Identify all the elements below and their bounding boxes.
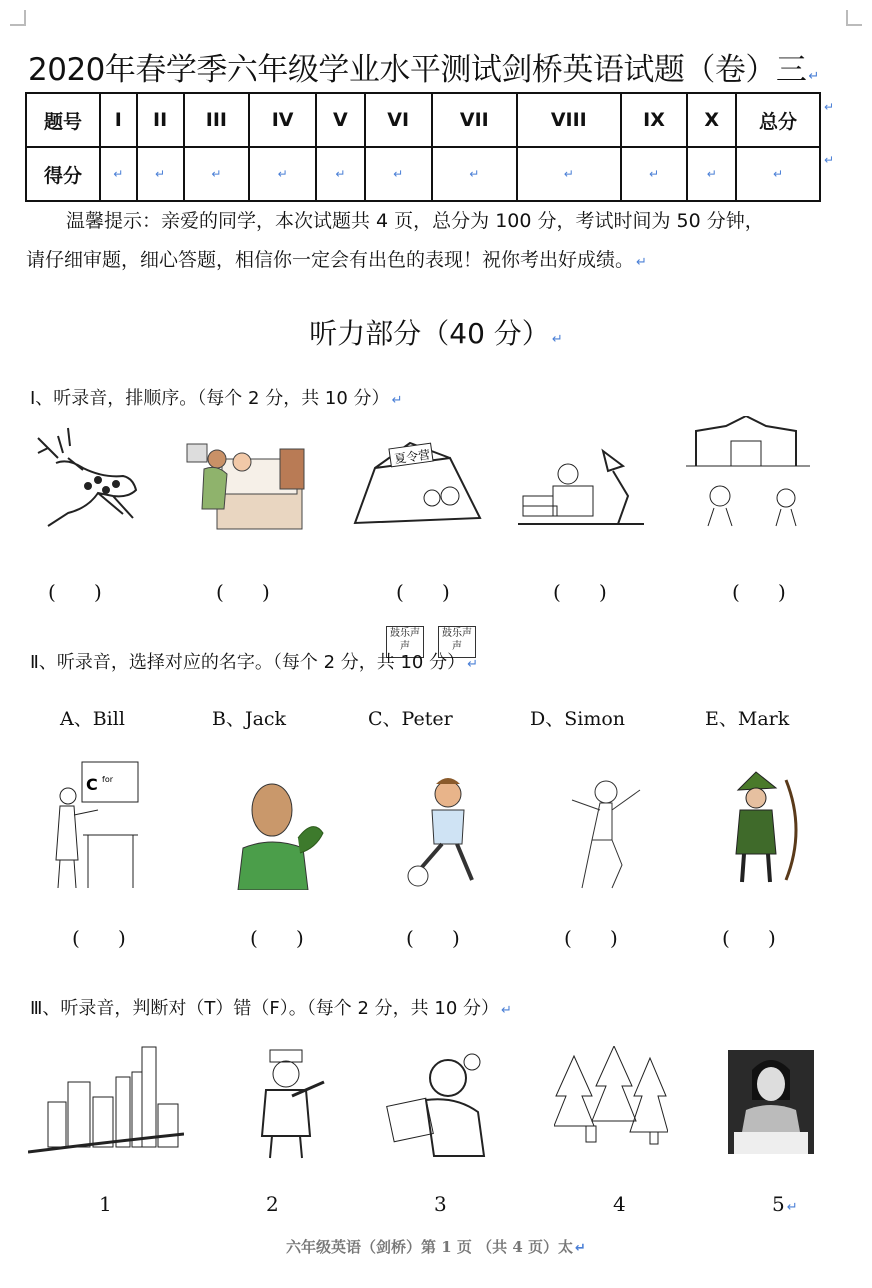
table-column-cell: VI bbox=[365, 93, 432, 147]
score-input-cell[interactable]: ↵ bbox=[316, 147, 365, 201]
paragraph-mark-icon: ↵ bbox=[824, 100, 835, 114]
answer-paren[interactable]: ( ) bbox=[722, 926, 776, 950]
option-name: E、Mark bbox=[705, 708, 790, 730]
deer-picture bbox=[28, 418, 143, 530]
school-gate-picture bbox=[686, 416, 810, 528]
board-for-text: for bbox=[102, 775, 113, 784]
page-corner-mark-right bbox=[846, 10, 862, 26]
table-column-cell: V bbox=[316, 93, 365, 147]
spiderman-picture bbox=[562, 770, 648, 894]
robin-hood-picture bbox=[716, 770, 798, 888]
table-column-cell: VIII bbox=[517, 93, 621, 147]
paragraph-mark-icon: ↵ bbox=[501, 1003, 512, 1018]
bedroom-picture bbox=[182, 434, 306, 530]
page-corner-mark-left bbox=[10, 10, 26, 26]
answer-paren[interactable]: ( ) bbox=[553, 580, 607, 604]
score-table-row-question bbox=[26, 93, 820, 147]
grandma-reading-picture bbox=[386, 1052, 494, 1160]
listening-section-title: 听力部分（40 分） ↵ bbox=[309, 317, 563, 350]
option-name: A、Bill bbox=[60, 708, 125, 730]
paragraph-mark-icon: ↵ bbox=[551, 332, 563, 347]
answer-paren[interactable]: ( ) bbox=[564, 926, 618, 950]
score-input-cell[interactable]: ↵ bbox=[137, 147, 184, 201]
paragraph-mark-icon: ↵ bbox=[808, 69, 819, 84]
table-column-cell: 总分 bbox=[736, 93, 820, 147]
reading-boy-picture bbox=[518, 446, 644, 530]
table-header-cell: 得分 bbox=[26, 147, 100, 201]
score-input-cell[interactable]: ↵ bbox=[736, 147, 820, 201]
score-input-cell[interactable]: ↵ bbox=[184, 147, 250, 201]
table-header-cell: 题号 bbox=[26, 93, 100, 147]
city-skyline-picture bbox=[28, 1042, 184, 1160]
option-name: D、Simon bbox=[530, 708, 626, 730]
woman-writing-picture bbox=[728, 1050, 814, 1154]
board-letter: C bbox=[86, 775, 98, 794]
score-input-cell[interactable]: ↵ bbox=[365, 147, 432, 201]
answer-paren[interactable]: ( ) bbox=[72, 926, 126, 950]
football-boy-picture bbox=[402, 772, 494, 890]
option-name: C、Peter bbox=[368, 708, 453, 730]
summer-camp-tent-picture bbox=[350, 438, 490, 530]
exam-title: 2020年春学季六年级学业水平测试剑桥英语试题（卷）三 ↵ bbox=[28, 52, 819, 88]
option-name: B、Jack bbox=[212, 708, 287, 730]
paragraph-mark-icon: ↵ bbox=[824, 153, 835, 167]
table-column-cell: VII bbox=[432, 93, 517, 147]
old-man-picture bbox=[228, 778, 328, 890]
picture-number: 1 bbox=[99, 1192, 112, 1216]
nurse-picture bbox=[242, 1046, 332, 1160]
paragraph-mark-icon: ↵ bbox=[467, 657, 479, 672]
picture-number: 2 bbox=[266, 1192, 279, 1216]
picture-number: 5 ↵ bbox=[772, 1192, 798, 1216]
tip-line-1: 温馨提示：亲爱的同学，本次试题共 4 页，总分为 100 分，考试时间为 50 分钟， bbox=[66, 210, 764, 232]
table-column-cell: I bbox=[100, 93, 137, 147]
paragraph-mark-icon: ↵ bbox=[391, 393, 403, 408]
teacher-picture bbox=[28, 760, 150, 892]
score-table-row-score bbox=[26, 147, 820, 201]
score-input-cell[interactable]: ↵ bbox=[432, 147, 517, 201]
section-1-heading: Ⅰ、听录音，排顺序。（每个 2 分，共 10 分） ↵ bbox=[30, 388, 403, 409]
score-input-cell[interactable]: ↵ bbox=[621, 147, 688, 201]
table-column-cell: III bbox=[184, 93, 250, 147]
score-input-cell[interactable]: ↵ bbox=[517, 147, 621, 201]
section-3-heading: Ⅲ、听录音，判断对（T）错（F）。（每个 2 分，共 10 分） ↵ bbox=[30, 998, 512, 1019]
score-input-cell[interactable]: ↵ bbox=[687, 147, 736, 201]
tip-line-2: 请仔细审题，细心答题，相信你一定会有出色的表现！祝你考出好成绩。 ↵ bbox=[26, 249, 647, 271]
answer-paren[interactable]: ( ) bbox=[396, 580, 450, 604]
score-input-cell[interactable]: ↵ bbox=[100, 147, 137, 201]
answer-paren[interactable]: ( ) bbox=[406, 926, 460, 950]
table-column-cell: IX bbox=[621, 93, 688, 147]
forest-picture bbox=[554, 1046, 668, 1146]
drum-stamp-image: 鼓乐声声 bbox=[438, 626, 476, 658]
paragraph-mark-icon: ↵ bbox=[636, 255, 647, 270]
table-column-cell: IV bbox=[249, 93, 316, 147]
tent-sign-text: 夏令营 bbox=[393, 447, 432, 467]
paragraph-mark-icon: ↵ bbox=[575, 1241, 586, 1256]
score-table bbox=[25, 92, 821, 202]
answer-paren[interactable]: ( ) bbox=[250, 926, 304, 950]
answer-paren[interactable]: ( ) bbox=[48, 580, 102, 604]
table-column-cell: X bbox=[687, 93, 736, 147]
picture-number: 3 bbox=[434, 1192, 447, 1216]
answer-paren[interactable]: ( ) bbox=[216, 580, 270, 604]
drum-stamp-image: 鼓乐声声 bbox=[386, 626, 424, 658]
table-column-cell: II bbox=[137, 93, 184, 147]
section-2-heading: Ⅱ、听录音，选择对应的名字。（每个 2 分，共 10 分） ↵ bbox=[30, 652, 479, 673]
paragraph-mark-icon: ↵ bbox=[786, 1200, 798, 1215]
page-footer: 六年级英语（剑桥）第 1 页 （共 4 页）太 ↵ bbox=[286, 1238, 586, 1256]
answer-paren[interactable]: ( ) bbox=[732, 580, 786, 604]
picture-number: 4 bbox=[613, 1192, 626, 1216]
score-input-cell[interactable]: ↵ bbox=[249, 147, 316, 201]
